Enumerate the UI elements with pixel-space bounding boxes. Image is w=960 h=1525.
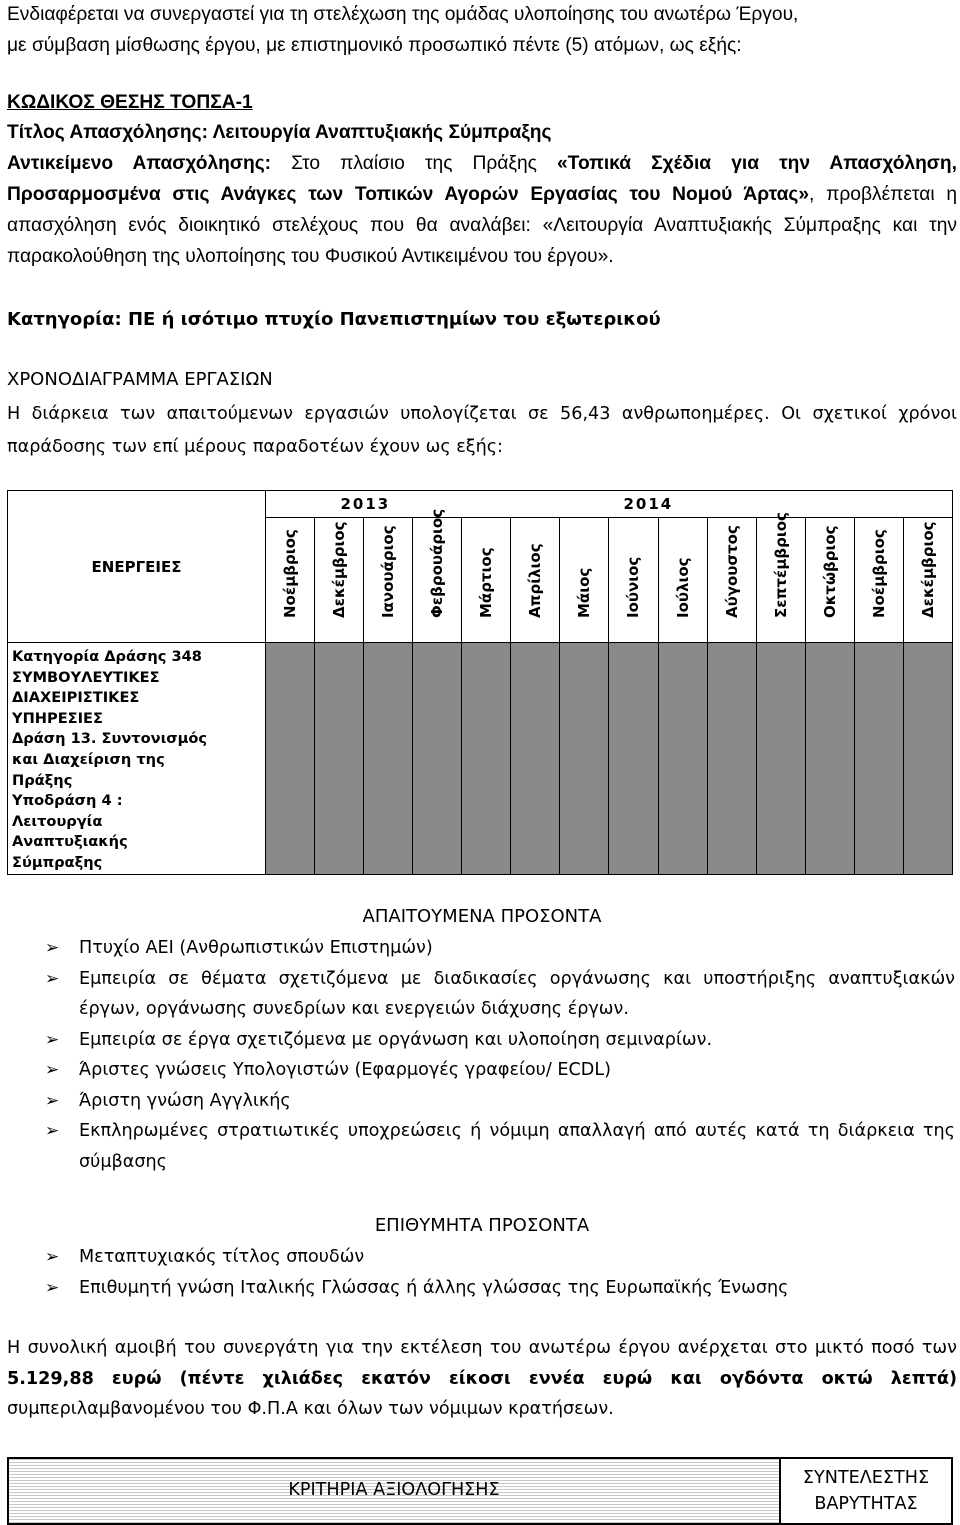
criteria-header: ΚΡΙΤΗΡΙΑ ΑΞΙΟΛΟΓΗΣΗΣ — [288, 1480, 500, 1500]
gantt-bar-cell — [609, 643, 658, 875]
gantt-table — [7, 490, 953, 875]
month-cell: Ιούλιος — [658, 518, 707, 643]
payment-text: Η συνολική αμοιβή του συνεργάτη για την εκτέλεση του ανωτέρω έργου ανέρχεται στο μικτό ποσό των 5.129,88 ευρώ (πέντε χιλιάδες εκατόν είκοσι εννέα ευρώ και ογδόντα οκτώ λεπτά) συμπεριλαμβανομένου του Φ.Π.Α και όλων των νόμιμων κρατήσεων. — [7, 1338, 957, 1419]
month-cell: Φεβρουάριος — [413, 518, 462, 643]
criteria-left-cell — [8, 1458, 780, 1524]
required-list — [45, 933, 955, 1177]
list-item: ➢ Εκπληρωμένες στρατιωτικές υποχρεώσεις ή νόμιμη απαλλαγή από αυτές κατά τη διάρκεια της σύμβασης — [45, 1116, 955, 1177]
month-cell: Δεκέμβριος — [315, 518, 364, 643]
arrow-bullet-icon: ➢ — [45, 968, 60, 989]
list-item: ➢ Επιθυμητή γνώση Ιταλικής Γλώσσας ή άλλης γλώσσας της Ευρωπαϊκής Ένωσης — [45, 1273, 955, 1304]
required-heading: ΑΠΑΙΤΟΥΜΕΝΑ ΠΡΟΣΟΝΤΑ — [362, 906, 602, 927]
month-cell: Δεκέμβριος — [903, 518, 952, 643]
year-2013: 2013 — [266, 491, 413, 518]
arrow-bullet-icon: ➢ — [45, 1090, 60, 1111]
arrow-bullet-icon: ➢ — [45, 1060, 60, 1080]
month-cell: Σεπτέμβριος — [756, 518, 805, 643]
month-cell: Ιανουάριος — [364, 518, 413, 643]
position-code — [7, 88, 957, 119]
list-item: ➢ Άριστες γνώσεις Υπολογιστών (Εφαρμογές γραφείου/ ECDL) — [45, 1055, 955, 1086]
month-cell: Οκτώβριος — [805, 518, 854, 643]
list-item: ➢ Εμπειρία σε θέματα σχετιζόμενα με διαδικασίες οργάνωσης και υποστήριξης αναπτυξιακών έργων, οργάνωσης συνεδρίων και ενεργειών διάχυσης έργων. — [45, 964, 955, 1025]
gantt-bar-cell — [756, 643, 805, 875]
month-cell: Μάιος — [560, 518, 609, 643]
gantt-bar-cell — [364, 643, 413, 875]
month-cell: Απρίλιος — [511, 518, 560, 643]
position-object — [7, 148, 957, 272]
arrow-bullet-icon: ➢ — [45, 1121, 60, 1141]
arrow-bullet-icon: ➢ — [45, 1247, 60, 1267]
criteria-table — [7, 1457, 953, 1525]
gantt-bar-cell — [707, 643, 756, 875]
activities-header: ΕΝΕΡΓΕΙΕΣ — [8, 491, 266, 643]
list-item: ➢ Πτυχίο ΑΕΙ (Ανθρωπιστικών Επιστημών) — [45, 933, 955, 964]
schedule-heading: ΧΡΟΝΟΔΙΑΓΡΑΜΜΑ ΕΡΓΑΣΙΩΝ — [7, 369, 273, 390]
gantt-activity-row — [8, 643, 953, 875]
gantt-header-row — [8, 491, 953, 518]
month-cell: Ιούνιος — [609, 518, 658, 643]
arrow-bullet-icon: ➢ — [45, 938, 60, 958]
object-bold: «Τοπικά Σχέδια για την Απασχόληση, Προσαρμοσμένα στις Ανάγκες των Τοπικών Αγορών Εργασίας του Νομού Άρτας» — [7, 153, 957, 205]
position-code-text: ΚΩΔΙΚΟΣ ΘΕΣΗΣ ΤΟΠΣΑ-1 — [7, 92, 253, 113]
list-item: ➢ Μεταπτυχιακός τίτλος σπουδών — [45, 1242, 955, 1273]
gantt-bar-cell — [805, 643, 854, 875]
object-text-2: , προβλέπεται η απασχόληση ενός διοικητικό στελέχους που θα αναλάβει: «Λειτουργία Αναπτυξιακής Σύμπραξης και την παρακολούθηση της υλοποίησης του Φυσικού Αντικειμένου του έργου». — [7, 184, 957, 267]
gantt-bar-cell — [511, 643, 560, 875]
payment-amount: 5.129,88 ευρώ (πέντε χιλιάδες εκατόν είκοσι εννέα ευρώ και ογδόντα οκτώ λεπτά) — [7, 1368, 957, 1389]
desired-list — [45, 1242, 955, 1303]
intro-line-2: με σύμβαση μίσθωσης έργου, με επιστημονικό προσωπικό πέντε (5) ατόμων, ως εξής: — [7, 35, 742, 56]
list-item: ➢ Εμπειρία σε έργα σχετιζόμενα με οργάνωση και υλοποίηση σεμιναρίων. — [45, 1025, 955, 1056]
gantt-bar-cell — [854, 643, 903, 875]
gantt-bar-cell — [560, 643, 609, 875]
desired-heading: ΕΠΙΘΥΜΗΤΑ ΠΡΟΣΟΝΤΑ — [374, 1215, 590, 1236]
month-cell: Αύγουστος — [707, 518, 756, 643]
gantt-bar-cell — [315, 643, 364, 875]
object-text-1: Στο πλαίσιο της Πράξης — [271, 153, 557, 174]
list-item: ➢ Άριστη γνώση Αγγλικής — [45, 1086, 955, 1117]
position-title-text: Τίτλος Απασχόλησης: Λειτουργία Αναπτυξιακής Σύμπραξης — [7, 122, 552, 143]
position-category — [7, 305, 957, 336]
position-title — [7, 118, 957, 149]
category-text: Κατηγορία: ΠΕ ή ισότιμο πτυχίο Πανεπιστημίων του εξωτερικού — [7, 309, 661, 330]
arrow-bullet-icon: ➢ — [45, 1277, 60, 1298]
gantt-bar-cell — [413, 643, 462, 875]
year-2014: 2014 — [413, 491, 953, 518]
activity-description: Κατηγορία Δράσης 348 ΣΥΜΒΟΥΛΕΥΤΙΚΕΣ ΔΙΑΧΕΙΡΙΣΤΙΚΕΣ ΥΠΗΡΕΣΙΕΣ Δράση 13. Συντονισμός και Διαχείριση της Πράξης Υποδράση 4 : Λειτουργία Αναπτυξιακής Σύμπραξης — [8, 643, 266, 875]
weight-header: ΣΥΝΤΕΛΕΣΤΗΣ ΒΑΡΥΤΗΤΑΣ — [780, 1458, 952, 1524]
month-cell: Μάρτιος — [462, 518, 511, 643]
gantt-bar-cell — [658, 643, 707, 875]
arrow-bullet-icon: ➢ — [45, 1029, 60, 1050]
month-cell: Νοέμβριος — [854, 518, 903, 643]
month-cell: Νοέμβριος — [266, 518, 315, 643]
schedule-text: Η διάρκεια των απαιτούμενων εργασιών υπολογίζεται σε 56,43 ανθρωποημέρες. Οι σχετικοί χρόνοι παράδοσης των επί μέρους παραδοτέων έχουν ως εξής: — [7, 404, 957, 457]
gantt-bar-cell — [903, 643, 952, 875]
gantt-bar-cell — [462, 643, 511, 875]
intro-line-1: Ενδιαφέρεται να συνεργαστεί για τη στελέχωση της ομάδας υλοποίησης του ανωτέρω Έργου, — [7, 4, 799, 25]
gantt-bar-cell — [266, 643, 315, 875]
object-label: Αντικείμενο Απασχόλησης: — [7, 153, 272, 174]
